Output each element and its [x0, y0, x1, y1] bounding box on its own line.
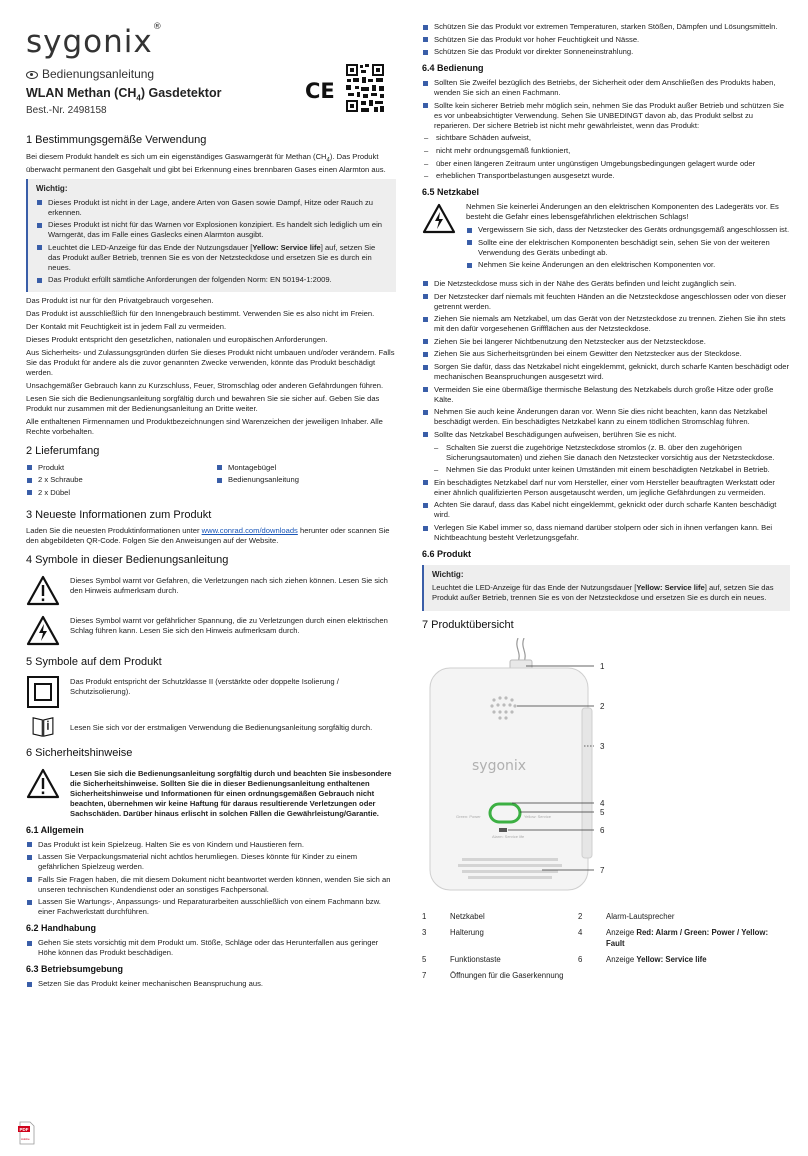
ce-mark: CE — [305, 79, 335, 103]
device-illustration — [422, 638, 622, 908]
pdf-sub-label: Adobe — [21, 1137, 30, 1141]
list-item: Sollte eine der elektrischen Komponenten beschädigt sein, sehen Sie von der weiteren Verwendung des Geräts unbedingt ab. — [466, 238, 790, 258]
callout: 3 — [600, 742, 605, 752]
list-item: Vergewissern Sie sich, dass der Netzstecker des Geräts ordnungsgemäß angeschlossen ist. — [466, 225, 790, 235]
list-item: Achten Sie darauf, dass das Kabel nicht eingeklemmt, geknickt oder durch scharfe Kanten beschädigt wird. — [422, 500, 790, 520]
symbol-text: Das Produkt entspricht der Schutzklasse II (verstärkte oder doppelte Isolierung / Schutzisolierung). — [70, 677, 339, 697]
list-item: Gehen Sie stets vorsichtig mit dem Produkt um. Stöße, Schläge oder das Herunterfallen aus geringer Höhe können das Produkt beschädigen. — [26, 938, 396, 958]
warning-triangle-icon — [26, 767, 60, 801]
manual-label: Bedienungsanleitung — [26, 67, 154, 83]
device-label-right: Yellow: Service — [524, 814, 551, 820]
paragraph: Lesen Sie sich die Bedienungsanleitung sorgfältig durch und bewahren Sie sie sicher auf. Geben Sie das Produkt nur zusammen mit der Bedienungsanleitung an Dritte weiter. — [26, 394, 380, 414]
paragraph: Unsachgemäßer Gebrauch kann zu Kurzschluss, Feuer, Stromschlag oder anderen Gefährdungen führen. — [26, 381, 384, 391]
paragraph: Das Produkt ist ausschließlich für den Innengebrauch bestimmt. Verwenden Sie es also nicht im Freien. — [26, 309, 375, 319]
list-item: Ein beschädigtes Netzkabel darf nur vom Hersteller, einer vom Hersteller beauftragten Werkstatt oder einer ähnlich qualifizierten Person ausgetauscht werden, um jegliche Gefährdungen zu vermeiden. — [422, 478, 790, 498]
safety-intro: Lesen Sie sich die Bedienungsanleitung sorgfältig durch und beachten Sie insbesondere die Sicherheitshinweise. Sollten Sie die in dieser Bedienungsanleitung enthaltenen Sicherheitshinweise und Informationen für einen ordnungsgemäßen Gebrauch nicht beachten, übernehmen wir keine Haftung für daraus resultierende Verletzungen oder Sachschäden. Darüber hinaus erlischt in solchen Fällen die Gewährleistung/Garantie. — [70, 768, 392, 818]
list-item: Dieses Produkt ist nicht für das Warnen vor Explosionen konzipiert. Es handelt sich lediglich um ein Warngerät, das im Falle eines Gaslecks einen Alarmton ausgibt. — [36, 220, 388, 240]
legend-number: 7 — [422, 971, 427, 981]
subsection-title: 6.4 Bedienung — [422, 63, 484, 74]
brand-logo: sygonix® — [26, 22, 163, 60]
section-title-6: 6 Sicherheitshinweise — [26, 747, 133, 760]
legend-number: 2 — [578, 912, 583, 922]
list-item: Schützen Sie das Produkt vor direkter Sonneneinstrahlung. — [422, 47, 790, 57]
legend-text: Netzkabel — [450, 912, 485, 922]
important-box — [26, 179, 396, 292]
paragraph: Der Kontakt mit Feuchtigkeit ist in jedem Fall zu vermeiden. — [26, 322, 227, 332]
subsection-title: 6.1 Allgemein — [26, 824, 84, 835]
list-item: Vermeiden Sie eine übermäßige thermische Belastung des Netzkabels durch große Hitze oder große Kälte. — [422, 385, 790, 405]
legend-number: 6 — [578, 954, 583, 964]
product-overview-figure — [422, 638, 622, 908]
list-item: Verlegen Sie Kabel immer so, dass niemand darüber stolpern oder sich in ihnen verfangen kann. Bei Nichtbeachtung besteht Verletzungsgefahr. — [422, 523, 790, 543]
list-item: Sollte kein sicherer Betrieb mehr möglich sein, nehmen Sie das Produkt außer Betrieb und schützen Sie es vor unbeabsichtigter Verwendung. Sehen Sie UNBEDINGT davon ab, das Produkt selbst zu reparieren. Der sichere Betrieb ist nicht mehr gewährleistet, wenn das Produkt: — [422, 101, 790, 131]
subsection-title: 6.2 Handhabung — [26, 923, 97, 934]
legend-text: Anzeige Red: Alarm / Green: Power / Yellow: Fault — [606, 928, 769, 948]
list-item: 2 x Schraube — [26, 475, 216, 485]
list-item: Produkt — [26, 463, 216, 473]
symbol-text: Dieses Symbol warnt vor Gefahren, die Verletzungen nach sich ziehen können. Lesen Sie sich den Hinweis aufmerksam durch. — [70, 575, 388, 595]
subsection-title: 6.3 Betriebsumgebung — [26, 964, 124, 975]
list-item: – erheblichen Transportbelastungen ausgesetzt wurde. — [422, 171, 790, 181]
section-title-2: 2 Lieferumfang — [26, 445, 100, 458]
device-label-left: Green: Power — [456, 814, 481, 820]
paragraph: Dieses Produkt entspricht den gesetzlichen, nationalen und europäischen Anforderungen. — [26, 335, 328, 345]
list-item: – Schalten Sie zuerst die zugehörige Netzsteckdose stromlos (z. B. über den zugehörigen Sicherungsautomaten) und ziehen Sie danach den Netzstecker vorsichtig aus der Netzsteckdose. — [432, 443, 790, 463]
list-item: Der Netzstecker darf niemals mit feuchten Händen an die Netzsteckdose angeschlossen oder von dieser getrennt werden. — [422, 292, 790, 312]
symbol-text: Dieses Symbol warnt vor gefährlicher Spannung, die zu Verletzungen durch einen elektrischen Schlag führen kann. Lesen Sie sich den Hinweis aufmerksam durch. — [70, 615, 388, 635]
list-item: Ziehen Sie niemals am Netzkabel, um das Gerät von der Netzsteckdose zu trennen. Ziehen Sie ihn stets mit den dafür vorgesehenen Griffflächen aus der Netzsteckdose. — [422, 314, 790, 334]
list-item: Schützen Sie das Produkt vor hoher Feuchtigkeit und Nässe. — [422, 35, 790, 45]
legend-text: Halterung — [450, 928, 484, 938]
subsection-title: 6.6 Produkt — [422, 549, 472, 560]
list-item: – Nehmen Sie das Produkt unter keinen Umständen mit einem beschädigten Netzkabel in Betrieb. — [432, 465, 790, 475]
callout: 1 — [600, 662, 605, 672]
high-voltage-icon — [422, 202, 456, 236]
paragraph: Das Produkt ist nur für den Privatgebrauch vorgesehen. — [26, 296, 214, 305]
section-title-7: 7 Produktübersicht — [422, 618, 514, 631]
product-title: WLAN Methan $(CH_4)$ Gasdetektor — [26, 86, 222, 103]
pdf-icon[interactable] — [18, 1120, 36, 1146]
paragraph: Alle enthaltenen Firmennamen und Produktbezeichnungen sind Warenzeichen der jeweiligen Inhaber. Alle Rechte vorbehalten. — [26, 417, 383, 437]
read-manual-icon — [26, 715, 60, 739]
list-item: – über einen längeren Zeitraum unter ungünstigen Umgebungsbedingungen gelagert wurde oder — [422, 159, 790, 169]
legend-text: Anzeige Yellow: Service life — [606, 954, 707, 964]
legend-number: 4 — [578, 928, 583, 938]
list-item: Nehmen Sie auch keine Änderungen daran vor. Wenn Sie dies nicht beachten, kann das Netzkabel beschädigt werden. Ein beschädigtes Netzkabel kann zu einem tödlichen Stromschlag führen. — [422, 407, 790, 427]
list-item: Das Produkt ist kein Spielzeug. Halten Sie es von Kindern und Haustieren fern. — [26, 840, 396, 850]
paragraph: Aus Sicherheits- und Zulassungsgründen dürfen Sie dieses Produkt nicht umbauen und/oder verändern. Falls Sie das Produkt für andere als die zuvor genannten Zwecke verwenden, könnte das Produkt beschädigt werden. — [26, 348, 395, 378]
high-voltage-icon — [26, 614, 60, 648]
list-item: Schützen Sie das Produkt vor extremen Temperaturen, starken Stößen, Dämpfen und Lösungsmitteln. — [422, 22, 790, 32]
list-item: Ziehen Sie bei längerer Nichtbenutzung den Netzstecker aus der Netzsteckdose. — [422, 337, 790, 347]
list-item: Leuchtet die LED-Anzeige für das Ende der Nutzungsdauer [Yellow: Service life] auf, setzen Sie das Produkt außer Betrieb, trennen Sie es von der Netzsteckdose und ersetzen Sie es durch ein neues. — [36, 243, 388, 273]
callout: 7 — [600, 866, 605, 876]
list-item: – nicht mehr ordnungsgemäß funktioniert, — [422, 146, 790, 156]
list-item: Sollten Sie Zweifel bezüglich des Betriebs, der Sicherheit oder dem Anschließen des Produkts haben, wenden Sie sich an einen Fachmann. — [422, 78, 790, 98]
device-logo: sygonix — [472, 758, 527, 775]
list-item: – sichtbare Schäden aufweist, — [422, 133, 790, 143]
list-item: Sollte das Netzkabel Beschädigungen aufweisen, berühren Sie es nicht. — [422, 430, 790, 440]
pdf-label: PDF — [19, 1127, 29, 1132]
device-label-bottom: Alarm: Service life — [492, 834, 525, 840]
callout: 6 — [600, 826, 605, 836]
list-item: Falls Sie Fragen haben, die mit diesem Dokument nicht beantwortet werden können, wenden Sie sich an unseren technischen Kundendienst oder an sonstiges Fachpersonal. — [26, 875, 396, 895]
section-title-1: 1 Bestimmungsgemäße Verwendung — [26, 134, 207, 146]
important-title: Wichtig: — [36, 183, 68, 193]
section-title-3: 3 Neueste Informationen zum Produkt — [26, 508, 212, 521]
list-item: Ziehen Sie aus Sicherheitsgründen bei einem Gewitter den Netzstecker aus der Steckdose. — [422, 349, 790, 359]
symbol-text: Lesen Sie sich vor der erstmaligen Verwendung die Bedienungsanleitung sorgfältig durch. — [70, 723, 373, 733]
list-item: Dieses Produkt ist nicht in der Lage, andere Arten von Gasen sowie Dampf, Hitze oder Rauch zu erkennen. — [36, 198, 388, 218]
s1-intro: Bei diesem Produkt handelt es sich um ein eigenständiges Gaswarngerät für Methan $(CH_4)$. Das Produkt überwacht permanent den Gasgehalt und gibt bei Erkennung eines brennbaren Gases einen Alarmton aus. — [26, 151, 386, 174]
section-title-5: 5 Symbole auf dem Produkt — [26, 655, 162, 668]
legend-number: 3 — [422, 928, 427, 938]
item-number: Best.-Nr. 2498158 — [26, 105, 107, 116]
subsection-title: 6.5 Netzkabel — [422, 187, 480, 198]
important-box — [422, 565, 790, 611]
list-item: Lassen Sie Verpackungsmaterial nicht achtlos herumliegen. Dieses könnte für Kinder zu einem gefährlichen Spielzeug werden. — [26, 852, 396, 872]
qr-code[interactable] — [345, 63, 385, 113]
legend-text: Funktionstaste — [450, 954, 501, 964]
section-title-4: 4 Symbole in dieser Bedienungsanleitung — [26, 554, 229, 567]
overview-legend — [422, 912, 790, 981]
list-item: Das Produkt erfüllt sämtliche Anforderungen der folgenden Norm: EN 50194-1:2009. — [36, 275, 388, 285]
list-item: Montagebügel — [216, 463, 396, 473]
legend-text: Öffnungen für die Gaserkennung — [450, 971, 564, 981]
callout: 2 — [600, 702, 605, 712]
eye-icon — [26, 71, 38, 79]
warning-triangle-icon — [26, 574, 60, 608]
legend-number: 1 — [422, 912, 427, 922]
voltage-warning-text: Nehmen Sie keinerlei Änderungen an den elektrischen Komponenten des Ladegeräts vor. Es besteht die Gefahr eines lebensgefährlichen elektrischen Schlags! — [466, 202, 779, 222]
protection-class-ii-icon — [26, 675, 60, 709]
important-text: Leuchtet die LED-Anzeige für das Ende der Nutzungsdauer [Yellow: Service life] auf, setzen Sie das Produkt außer Betrieb, trennen Sie es von der Netzsteckdose und ersetzen Sie es durch ein neues. — [432, 583, 774, 603]
list-item: Lassen Sie Wartungs-, Anpassungs- und Reparaturarbeiten ausschließlich von einem Fachmann bzw. einer Fachwerkstatt durchführen. — [26, 897, 396, 917]
delivery-list — [26, 463, 396, 501]
callout: 5 — [600, 808, 605, 818]
important-title: Wichtig: — [432, 569, 464, 579]
callout: 4 — [600, 799, 605, 809]
list-item: Sorgen Sie dafür, dass das Netzkabel nicht eingeklemmt, geknickt, durch scharfe Kanten beschädigt oder mechanischen Beanspruchungen ausgesetzt wird. — [422, 362, 790, 382]
list-item: Die Netzsteckdose muss sich in der Nähe des Geräts befinden und leicht zugänglich sein. — [422, 279, 790, 289]
downloads-link[interactable]: www.conrad.com/downloads — [201, 526, 298, 536]
legend-text: Alarm-Lautsprecher — [606, 912, 675, 922]
list-item: Bedienungsanleitung — [216, 475, 396, 485]
list-item: Nehmen Sie keine Änderungen an den elektrischen Komponenten vor. — [466, 260, 790, 270]
list-item: 2 x Dübel — [26, 488, 216, 498]
legend-number: 5 — [422, 954, 427, 964]
s3-text: Laden Sie die neuesten Produktinformationen unter www.conrad.com/downloads herunter oder scannen Sie den abgebildeten QR-Code. Folgen Sie den Anweisungen auf der Website. — [26, 526, 390, 546]
list-item: Setzen Sie das Produkt keiner mechanischen Beanspruchung aus. — [26, 979, 396, 989]
